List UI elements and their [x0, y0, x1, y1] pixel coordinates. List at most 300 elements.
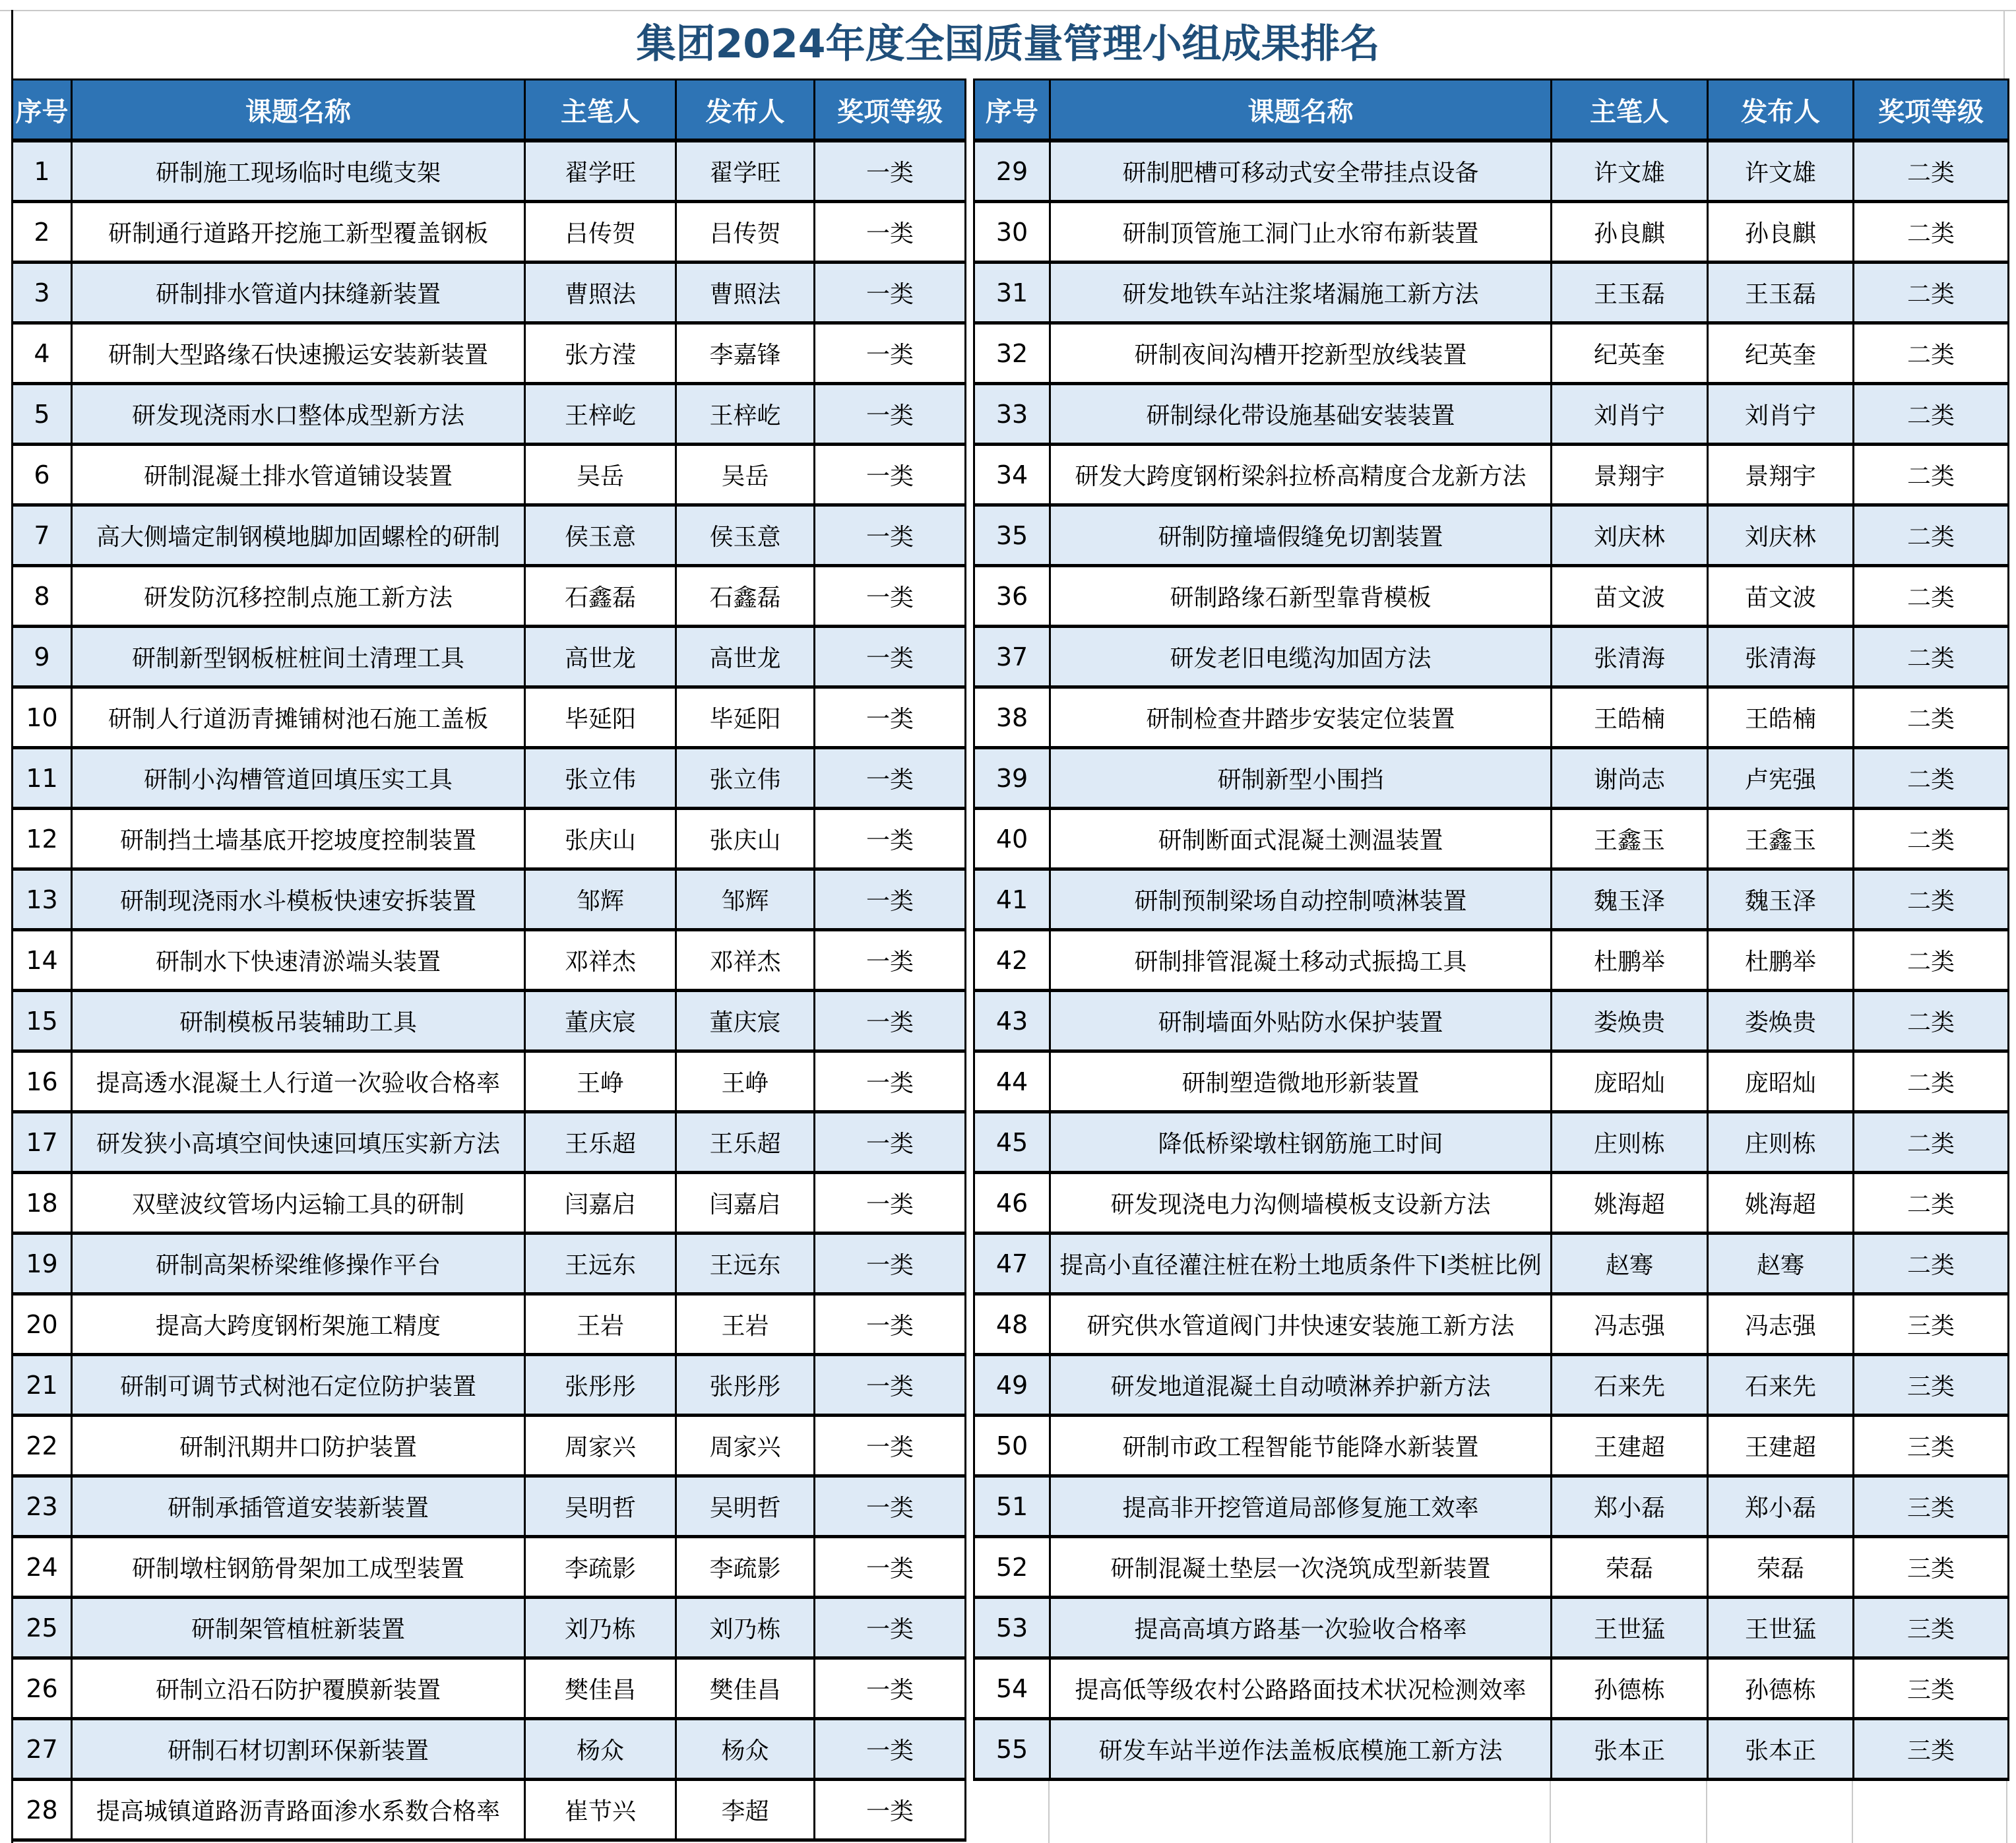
award-cell[interactable]: 二类 — [1854, 566, 2009, 627]
header-cell-award[interactable]: 奖项等级 — [815, 80, 966, 141]
row-number-cell[interactable]: 4 — [13, 323, 72, 384]
row-number-cell[interactable]: 39 — [974, 748, 1050, 809]
table-row — [974, 627, 2009, 687]
author-cell[interactable]: 赵骞 — [1552, 1234, 1708, 1294]
publisher-cell[interactable]: 杨众 — [676, 1719, 815, 1780]
page-title: 集团2024年度全国质量管理小组成果排名 — [636, 21, 1380, 67]
author-cell[interactable]: 刘乃栋 — [525, 1598, 676, 1658]
row-number-cell[interactable]: 36 — [974, 566, 1050, 627]
author-cell[interactable]: 娄焕贵 — [1552, 991, 1708, 1051]
award-cell[interactable]: 一类 — [815, 1234, 966, 1294]
row-number-cell[interactable]: 44 — [974, 1051, 1050, 1112]
award-cell[interactable]: 三类 — [1854, 1537, 2009, 1598]
topic-cell[interactable]: 研制现浇雨水斗模板快速安拆装置 — [72, 869, 525, 930]
publisher-cell[interactable]: 张彤彤 — [676, 1355, 815, 1416]
topic-cell[interactable]: 提高小直径灌注桩在粉土地质条件下Ⅰ类桩比例 — [1050, 1234, 1552, 1294]
sheet-gridline — [1048, 1781, 1050, 1843]
author-cell[interactable]: 曹照法 — [525, 263, 676, 323]
award-cell[interactable]: 三类 — [1854, 1719, 2009, 1780]
publisher-cell[interactable]: 王世猛 — [1708, 1598, 1854, 1658]
award-cell[interactable]: 一类 — [815, 1355, 966, 1416]
award-cell[interactable]: 三类 — [1854, 1355, 2009, 1416]
award-cell[interactable]: 二类 — [1854, 202, 2009, 263]
publisher-cell[interactable]: 纪英奎 — [1708, 323, 1854, 384]
table-row — [974, 1051, 2009, 1112]
row-number-cell[interactable]: 45 — [974, 1112, 1050, 1173]
publisher-cell[interactable]: 庄则栋 — [1708, 1112, 1854, 1173]
publisher-cell[interactable]: 王岩 — [676, 1294, 815, 1355]
publisher-cell[interactable]: 赵骞 — [1708, 1234, 1854, 1294]
row-number-cell[interactable]: 11 — [13, 748, 72, 809]
award-cell[interactable]: 一类 — [815, 202, 966, 263]
award-cell[interactable]: 一类 — [815, 627, 966, 687]
table-row — [13, 141, 966, 202]
publisher-cell[interactable]: 张立伟 — [676, 748, 815, 809]
topic-cell[interactable]: 研制路缘石新型靠背模板 — [1050, 566, 1552, 627]
author-cell[interactable]: 谢尚志 — [1552, 748, 1708, 809]
row-number-cell[interactable]: 22 — [13, 1416, 72, 1476]
publisher-cell[interactable]: 庞昭灿 — [1708, 1051, 1854, 1112]
topic-cell[interactable]: 研制肥槽可移动式安全带挂点设备 — [1050, 141, 1552, 202]
award-cell[interactable]: 一类 — [815, 1051, 966, 1112]
author-cell[interactable]: 王世猛 — [1552, 1598, 1708, 1658]
author-cell[interactable]: 王远东 — [525, 1234, 676, 1294]
row-number-cell[interactable]: 40 — [974, 809, 1050, 869]
author-cell[interactable]: 王峥 — [525, 1051, 676, 1112]
publisher-cell[interactable]: 张本正 — [1708, 1719, 1854, 1780]
publisher-cell[interactable]: 刘肖宁 — [1708, 384, 1854, 445]
author-cell[interactable]: 吴明哲 — [525, 1476, 676, 1537]
header-cell-publisher[interactable]: 发布人 — [1708, 80, 1854, 141]
author-cell[interactable]: 魏玉泽 — [1552, 869, 1708, 930]
award-cell[interactable]: 三类 — [1854, 1598, 2009, 1658]
author-cell[interactable]: 刘肖宁 — [1552, 384, 1708, 445]
row-number-cell[interactable]: 21 — [13, 1355, 72, 1416]
award-cell[interactable]: 二类 — [1854, 627, 2009, 687]
author-cell[interactable]: 张方滢 — [525, 323, 676, 384]
author-cell[interactable]: 闫嘉启 — [525, 1173, 676, 1234]
publisher-cell[interactable]: 许文雄 — [1708, 141, 1854, 202]
award-cell[interactable]: 三类 — [1854, 1658, 2009, 1719]
row-number-cell[interactable]: 8 — [13, 566, 72, 627]
publisher-cell[interactable]: 王梓屹 — [676, 384, 815, 445]
publisher-cell[interactable]: 娄焕贵 — [1708, 991, 1854, 1051]
author-cell[interactable]: 邹辉 — [525, 869, 676, 930]
row-number-cell[interactable]: 17 — [13, 1112, 72, 1173]
author-cell[interactable]: 邓祥杰 — [525, 930, 676, 991]
award-cell[interactable]: 一类 — [815, 1719, 966, 1780]
publisher-cell[interactable]: 王玉磊 — [1708, 263, 1854, 323]
table-row — [13, 1537, 966, 1598]
topic-cell[interactable]: 研发地铁车站注浆堵漏施工新方法 — [1050, 263, 1552, 323]
award-cell[interactable]: 一类 — [815, 991, 966, 1051]
author-cell[interactable]: 庄则栋 — [1552, 1112, 1708, 1173]
row-number-cell[interactable]: 30 — [974, 202, 1050, 263]
header-cell-topic[interactable]: 课题名称 — [1050, 80, 1552, 141]
topic-cell[interactable]: 研制可调节式树池石定位防护装置 — [72, 1355, 525, 1416]
author-cell[interactable]: 杜鹏举 — [1552, 930, 1708, 991]
publisher-cell[interactable]: 吴明哲 — [676, 1476, 815, 1537]
publisher-cell[interactable]: 邓祥杰 — [676, 930, 815, 991]
topic-cell[interactable]: 提高城镇道路沥青路面渗水系数合格率 — [72, 1780, 525, 1840]
publisher-cell[interactable]: 王建超 — [1708, 1416, 1854, 1476]
topic-cell[interactable]: 研制汛期井口防护装置 — [72, 1416, 525, 1476]
award-cell[interactable]: 一类 — [815, 141, 966, 202]
topic-cell[interactable]: 研制排管混凝土移动式振捣工具 — [1050, 930, 1552, 991]
award-cell[interactable]: 一类 — [815, 1537, 966, 1598]
row-number-cell[interactable]: 52 — [974, 1537, 1050, 1598]
topic-cell[interactable]: 研制新型钢板桩桩间土清理工具 — [72, 627, 525, 687]
award-cell[interactable]: 二类 — [1854, 1234, 2009, 1294]
row-number-cell[interactable]: 46 — [974, 1173, 1050, 1234]
publisher-cell[interactable]: 邹辉 — [676, 869, 815, 930]
row-number-cell[interactable]: 51 — [974, 1476, 1050, 1537]
row-number-cell[interactable]: 34 — [974, 445, 1050, 505]
publisher-cell[interactable]: 王鑫玉 — [1708, 809, 1854, 869]
topic-cell[interactable]: 提高大跨度钢桁架施工精度 — [72, 1294, 525, 1355]
award-cell[interactable]: 二类 — [1854, 445, 2009, 505]
row-number-cell[interactable]: 14 — [13, 930, 72, 991]
topic-cell[interactable]: 研制夜间沟槽开挖新型放线装置 — [1050, 323, 1552, 384]
row-number-cell[interactable]: 23 — [13, 1476, 72, 1537]
award-cell[interactable]: 三类 — [1854, 1294, 2009, 1355]
topic-cell[interactable]: 研制混凝土排水管道铺设装置 — [72, 445, 525, 505]
topic-cell[interactable]: 研发防沉移控制点施工新方法 — [72, 566, 525, 627]
topic-cell[interactable]: 研制塑造微地形新装置 — [1050, 1051, 1552, 1112]
row-number-cell[interactable]: 28 — [13, 1780, 72, 1840]
publisher-cell[interactable]: 孙德栋 — [1708, 1658, 1854, 1719]
publisher-cell[interactable]: 景翔宇 — [1708, 445, 1854, 505]
header-cell-serial[interactable]: 序号 — [974, 80, 1050, 141]
topic-cell[interactable]: 提高低等级农村公路路面技术状况检测效率 — [1050, 1658, 1552, 1719]
publisher-cell[interactable]: 石鑫磊 — [676, 566, 815, 627]
publisher-cell[interactable]: 李嘉锋 — [676, 323, 815, 384]
award-cell[interactable]: 二类 — [1854, 1173, 2009, 1234]
author-cell[interactable]: 张彤彤 — [525, 1355, 676, 1416]
author-cell[interactable]: 庞昭灿 — [1552, 1051, 1708, 1112]
header-row — [13, 80, 966, 141]
publisher-cell[interactable]: 王乐超 — [676, 1112, 815, 1173]
award-cell[interactable]: 一类 — [815, 1476, 966, 1537]
award-cell[interactable]: 二类 — [1854, 505, 2009, 566]
award-cell[interactable]: 二类 — [1854, 1051, 2009, 1112]
award-cell[interactable]: 一类 — [815, 687, 966, 748]
row-number-cell[interactable]: 53 — [974, 1598, 1050, 1658]
topic-cell[interactable]: 研发现浇电力沟侧墙模板支设新方法 — [1050, 1173, 1552, 1234]
topic-cell[interactable]: 研制大型路缘石快速搬运安装新装置 — [72, 323, 525, 384]
table-row — [13, 1294, 966, 1355]
header-cell-author[interactable]: 主笔人 — [525, 80, 676, 141]
author-cell[interactable]: 苗文波 — [1552, 566, 1708, 627]
author-cell[interactable]: 纪英奎 — [1552, 323, 1708, 384]
author-cell[interactable]: 王梓屹 — [525, 384, 676, 445]
row-number-cell[interactable]: 16 — [13, 1051, 72, 1112]
award-cell[interactable]: 一类 — [815, 1780, 966, 1840]
row-number-cell[interactable]: 50 — [974, 1416, 1050, 1476]
publisher-cell[interactable]: 卢宪强 — [1708, 748, 1854, 809]
author-cell[interactable]: 石鑫磊 — [525, 566, 676, 627]
topic-cell[interactable]: 研制挡土墙基底开挖坡度控制装置 — [72, 809, 525, 869]
topic-cell[interactable]: 研发老旧电缆沟加固方法 — [1050, 627, 1552, 687]
row-number-cell[interactable]: 3 — [13, 263, 72, 323]
row-number-cell[interactable]: 19 — [13, 1234, 72, 1294]
topic-cell[interactable]: 研发地道混凝土自动喷淋养护新方法 — [1050, 1355, 1552, 1416]
award-cell[interactable]: 二类 — [1854, 748, 2009, 809]
topic-cell[interactable]: 研制立沿石防护覆膜新装置 — [72, 1658, 525, 1719]
author-cell[interactable]: 吕传贺 — [525, 202, 676, 263]
topic-cell[interactable]: 提高非开挖管道局部修复施工效率 — [1050, 1476, 1552, 1537]
publisher-cell[interactable]: 樊佳昌 — [676, 1658, 815, 1719]
author-cell[interactable]: 吴岳 — [525, 445, 676, 505]
author-cell[interactable]: 王建超 — [1552, 1416, 1708, 1476]
award-cell[interactable]: 二类 — [1854, 930, 2009, 991]
topic-cell[interactable]: 研制小沟槽管道回填压实工具 — [72, 748, 525, 809]
row-number-cell[interactable]: 2 — [13, 202, 72, 263]
publisher-cell[interactable]: 孙良麒 — [1708, 202, 1854, 263]
award-cell[interactable]: 一类 — [815, 1416, 966, 1476]
topic-cell[interactable]: 研制墩柱钢筋骨架加工成型装置 — [72, 1537, 525, 1598]
author-cell[interactable]: 王乐超 — [525, 1112, 676, 1173]
author-cell[interactable]: 李疏影 — [525, 1537, 676, 1598]
row-number-cell[interactable]: 38 — [974, 687, 1050, 748]
row-number-cell[interactable]: 49 — [974, 1355, 1050, 1416]
row-number-cell[interactable]: 6 — [13, 445, 72, 505]
topic-cell[interactable]: 研制市政工程智能节能降水新装置 — [1050, 1416, 1552, 1476]
award-cell[interactable]: 一类 — [815, 1112, 966, 1173]
row-number-cell[interactable]: 15 — [13, 991, 72, 1051]
author-cell[interactable]: 郑小磊 — [1552, 1476, 1708, 1537]
award-cell[interactable]: 一类 — [815, 869, 966, 930]
publisher-cell[interactable]: 李超 — [676, 1780, 815, 1840]
topic-cell[interactable]: 研制检查井踏步安装定位装置 — [1050, 687, 1552, 748]
award-cell[interactable]: 一类 — [815, 323, 966, 384]
author-cell[interactable]: 景翔宇 — [1552, 445, 1708, 505]
publisher-cell[interactable]: 刘乃栋 — [676, 1598, 815, 1658]
row-number-cell[interactable]: 10 — [13, 687, 72, 748]
award-cell[interactable]: 一类 — [815, 1658, 966, 1719]
topic-cell[interactable]: 研制高架桥梁维修操作平台 — [72, 1234, 525, 1294]
author-cell[interactable]: 张立伟 — [525, 748, 676, 809]
topic-cell[interactable]: 研发现浇雨水口整体成型新方法 — [72, 384, 525, 445]
row-number-cell[interactable]: 33 — [974, 384, 1050, 445]
row-number-cell[interactable]: 31 — [974, 263, 1050, 323]
award-cell[interactable]: 一类 — [815, 1294, 966, 1355]
table-row — [13, 263, 966, 323]
author-cell[interactable]: 许文雄 — [1552, 141, 1708, 202]
table-row — [974, 141, 2009, 202]
row-number-cell[interactable]: 27 — [13, 1719, 72, 1780]
publisher-cell[interactable]: 张庆山 — [676, 809, 815, 869]
author-cell[interactable]: 周家兴 — [525, 1416, 676, 1476]
row-number-cell[interactable]: 7 — [13, 505, 72, 566]
row-number-cell[interactable]: 32 — [974, 323, 1050, 384]
author-cell[interactable]: 王玉磊 — [1552, 263, 1708, 323]
row-number-cell[interactable]: 55 — [974, 1719, 1050, 1780]
header-cell-topic[interactable]: 课题名称 — [72, 80, 525, 141]
topic-cell[interactable]: 研制墙面外贴防水保护装置 — [1050, 991, 1552, 1051]
author-cell[interactable]: 孙德栋 — [1552, 1658, 1708, 1719]
publisher-cell[interactable]: 石来先 — [1708, 1355, 1854, 1416]
publisher-cell[interactable]: 高世龙 — [676, 627, 815, 687]
award-cell[interactable]: 一类 — [815, 445, 966, 505]
author-cell[interactable]: 杨众 — [525, 1719, 676, 1780]
author-cell[interactable]: 石来先 — [1552, 1355, 1708, 1416]
author-cell[interactable]: 张本正 — [1552, 1719, 1708, 1780]
publisher-cell[interactable]: 周家兴 — [676, 1416, 815, 1476]
award-cell[interactable]: 一类 — [815, 1173, 966, 1234]
row-number-cell[interactable]: 12 — [13, 809, 72, 869]
publisher-cell[interactable]: 冯志强 — [1708, 1294, 1854, 1355]
publisher-cell[interactable]: 吕传贺 — [676, 202, 815, 263]
header-cell-publisher[interactable]: 发布人 — [676, 80, 815, 141]
topic-cell[interactable]: 提高透水混凝土人行道一次验收合格率 — [72, 1051, 525, 1112]
publisher-cell[interactable]: 毕延阳 — [676, 687, 815, 748]
author-cell[interactable]: 刘庆林 — [1552, 505, 1708, 566]
row-number-cell[interactable]: 35 — [974, 505, 1050, 566]
row-number-cell[interactable]: 29 — [974, 141, 1050, 202]
topic-cell[interactable]: 研制架管植桩新装置 — [72, 1598, 525, 1658]
award-cell[interactable]: 二类 — [1854, 263, 2009, 323]
author-cell[interactable]: 张清海 — [1552, 627, 1708, 687]
author-cell[interactable]: 荣磊 — [1552, 1537, 1708, 1598]
topic-cell[interactable]: 研究供水管道阀门井快速安装施工新方法 — [1050, 1294, 1552, 1355]
topic-cell[interactable]: 研制排水管道内抹缝新装置 — [72, 263, 525, 323]
topic-cell[interactable]: 研制通行道路开挖施工新型覆盖钢板 — [72, 202, 525, 263]
award-cell[interactable]: 一类 — [815, 263, 966, 323]
award-cell[interactable]: 二类 — [1854, 141, 2009, 202]
award-cell[interactable]: 二类 — [1854, 323, 2009, 384]
award-cell[interactable]: 二类 — [1854, 869, 2009, 930]
publisher-cell[interactable]: 王远东 — [676, 1234, 815, 1294]
author-cell[interactable]: 高世龙 — [525, 627, 676, 687]
row-number-cell[interactable]: 37 — [974, 627, 1050, 687]
topic-cell[interactable]: 研制新型小围挡 — [1050, 748, 1552, 809]
publisher-cell[interactable]: 郑小磊 — [1708, 1476, 1854, 1537]
award-cell[interactable]: 一类 — [815, 384, 966, 445]
row-number-cell[interactable]: 20 — [13, 1294, 72, 1355]
row-number-cell[interactable]: 9 — [13, 627, 72, 687]
author-cell[interactable]: 王皓楠 — [1552, 687, 1708, 748]
publisher-cell[interactable]: 董庆宸 — [676, 991, 815, 1051]
table-row — [13, 505, 966, 566]
author-cell[interactable]: 樊佳昌 — [525, 1658, 676, 1719]
topic-cell[interactable]: 提高高填方路基一次验收合格率 — [1050, 1598, 1552, 1658]
header-cell-serial[interactable]: 序号 — [13, 80, 72, 141]
award-cell[interactable]: 二类 — [1854, 809, 2009, 869]
author-cell[interactable]: 张庆山 — [525, 809, 676, 869]
publisher-cell[interactable]: 魏玉泽 — [1708, 869, 1854, 930]
row-number-cell[interactable]: 41 — [974, 869, 1050, 930]
topic-cell[interactable]: 研制模板吊装辅助工具 — [72, 991, 525, 1051]
publisher-cell[interactable]: 杜鹏举 — [1708, 930, 1854, 991]
row-number-cell[interactable]: 43 — [974, 991, 1050, 1051]
author-cell[interactable]: 崔节兴 — [525, 1780, 676, 1840]
award-cell[interactable]: 三类 — [1854, 1416, 2009, 1476]
award-cell[interactable]: 一类 — [815, 809, 966, 869]
award-cell[interactable]: 二类 — [1854, 1112, 2009, 1173]
row-number-cell[interactable]: 54 — [974, 1658, 1050, 1719]
topic-cell[interactable]: 降低桥梁墩柱钢筋施工时间 — [1050, 1112, 1552, 1173]
author-cell[interactable]: 姚海超 — [1552, 1173, 1708, 1234]
table-row — [13, 869, 966, 930]
row-number-cell[interactable]: 13 — [13, 869, 72, 930]
award-cell[interactable]: 一类 — [815, 748, 966, 809]
topic-cell[interactable]: 研发大跨度钢桁梁斜拉桥高精度合龙新方法 — [1050, 445, 1552, 505]
header-cell-author[interactable]: 主笔人 — [1552, 80, 1708, 141]
topic-cell[interactable]: 研制预制梁场自动控制喷淋装置 — [1050, 869, 1552, 930]
publisher-cell[interactable]: 曹照法 — [676, 263, 815, 323]
row-number-cell[interactable]: 42 — [974, 930, 1050, 991]
award-cell[interactable]: 一类 — [815, 505, 966, 566]
row-number-cell[interactable]: 1 — [13, 141, 72, 202]
award-cell[interactable]: 一类 — [815, 566, 966, 627]
topic-cell[interactable]: 研制顶管施工洞门止水帘布新装置 — [1050, 202, 1552, 263]
topic-cell[interactable]: 研制施工现场临时电缆支架 — [72, 141, 525, 202]
table-row — [974, 1719, 2009, 1780]
publisher-cell[interactable]: 王峥 — [676, 1051, 815, 1112]
topic-cell[interactable]: 双壁波纹管场内运输工具的研制 — [72, 1173, 525, 1234]
publisher-cell[interactable]: 闫嘉启 — [676, 1173, 815, 1234]
row-number-cell[interactable]: 26 — [13, 1658, 72, 1719]
topic-cell[interactable]: 研发狭小高填空间快速回填压实新方法 — [72, 1112, 525, 1173]
author-cell[interactable]: 冯志强 — [1552, 1294, 1708, 1355]
author-cell[interactable]: 毕延阳 — [525, 687, 676, 748]
topic-cell[interactable]: 高大侧墙定制钢模地脚加固螺栓的研制 — [72, 505, 525, 566]
topic-cell[interactable]: 研制水下快速清淤端头装置 — [72, 930, 525, 991]
topic-cell[interactable]: 研制承插管道安装新装置 — [72, 1476, 525, 1537]
award-cell[interactable]: 三类 — [1854, 1476, 2009, 1537]
topic-cell[interactable]: 研发车站半逆作法盖板底模施工新方法 — [1050, 1719, 1552, 1780]
topic-cell[interactable]: 研制石材切割环保新装置 — [72, 1719, 525, 1780]
row-number-cell[interactable]: 24 — [13, 1537, 72, 1598]
row-number-cell[interactable]: 48 — [974, 1294, 1050, 1355]
row-number-cell[interactable]: 18 — [13, 1173, 72, 1234]
topic-cell[interactable]: 研制绿化带设施基础安装装置 — [1050, 384, 1552, 445]
topic-cell[interactable]: 研制防撞墙假缝免切割装置 — [1050, 505, 1552, 566]
award-cell[interactable]: 二类 — [1854, 991, 2009, 1051]
table-row — [13, 1476, 966, 1537]
publisher-cell[interactable]: 刘庆林 — [1708, 505, 1854, 566]
topic-cell[interactable]: 研制混凝土垫层一次浇筑成型新装置 — [1050, 1537, 1552, 1598]
topic-cell[interactable]: 研制断面式混凝土测温装置 — [1050, 809, 1552, 869]
publisher-cell[interactable]: 李疏影 — [676, 1537, 815, 1598]
award-cell[interactable]: 二类 — [1854, 687, 2009, 748]
publisher-cell[interactable]: 侯玉意 — [676, 505, 815, 566]
sheet-gridline — [1550, 1781, 1551, 1843]
topic-cell[interactable]: 研制人行道沥青摊铺树池石施工盖板 — [72, 687, 525, 748]
author-cell[interactable]: 王鑫玉 — [1552, 809, 1708, 869]
publisher-cell[interactable]: 王皓楠 — [1708, 687, 1854, 748]
author-cell[interactable]: 孙良麒 — [1552, 202, 1708, 263]
row-number-cell[interactable]: 5 — [13, 384, 72, 445]
publisher-cell[interactable]: 姚海超 — [1708, 1173, 1854, 1234]
author-cell[interactable]: 王岩 — [525, 1294, 676, 1355]
publisher-cell[interactable]: 荣磊 — [1708, 1537, 1854, 1598]
row-number-cell[interactable]: 25 — [13, 1598, 72, 1658]
author-cell[interactable]: 董庆宸 — [525, 991, 676, 1051]
award-cell[interactable]: 一类 — [815, 1598, 966, 1658]
publisher-cell[interactable]: 吴岳 — [676, 445, 815, 505]
author-cell[interactable]: 翟学旺 — [525, 141, 676, 202]
publisher-cell[interactable]: 张清海 — [1708, 627, 1854, 687]
award-cell[interactable]: 一类 — [815, 930, 966, 991]
author-cell[interactable]: 侯玉意 — [525, 505, 676, 566]
award-cell[interactable]: 二类 — [1854, 384, 2009, 445]
header-cell-award[interactable]: 奖项等级 — [1854, 80, 2009, 141]
publisher-cell[interactable]: 翟学旺 — [676, 141, 815, 202]
publisher-cell[interactable]: 苗文波 — [1708, 566, 1854, 627]
row-number-cell[interactable]: 47 — [974, 1234, 1050, 1294]
